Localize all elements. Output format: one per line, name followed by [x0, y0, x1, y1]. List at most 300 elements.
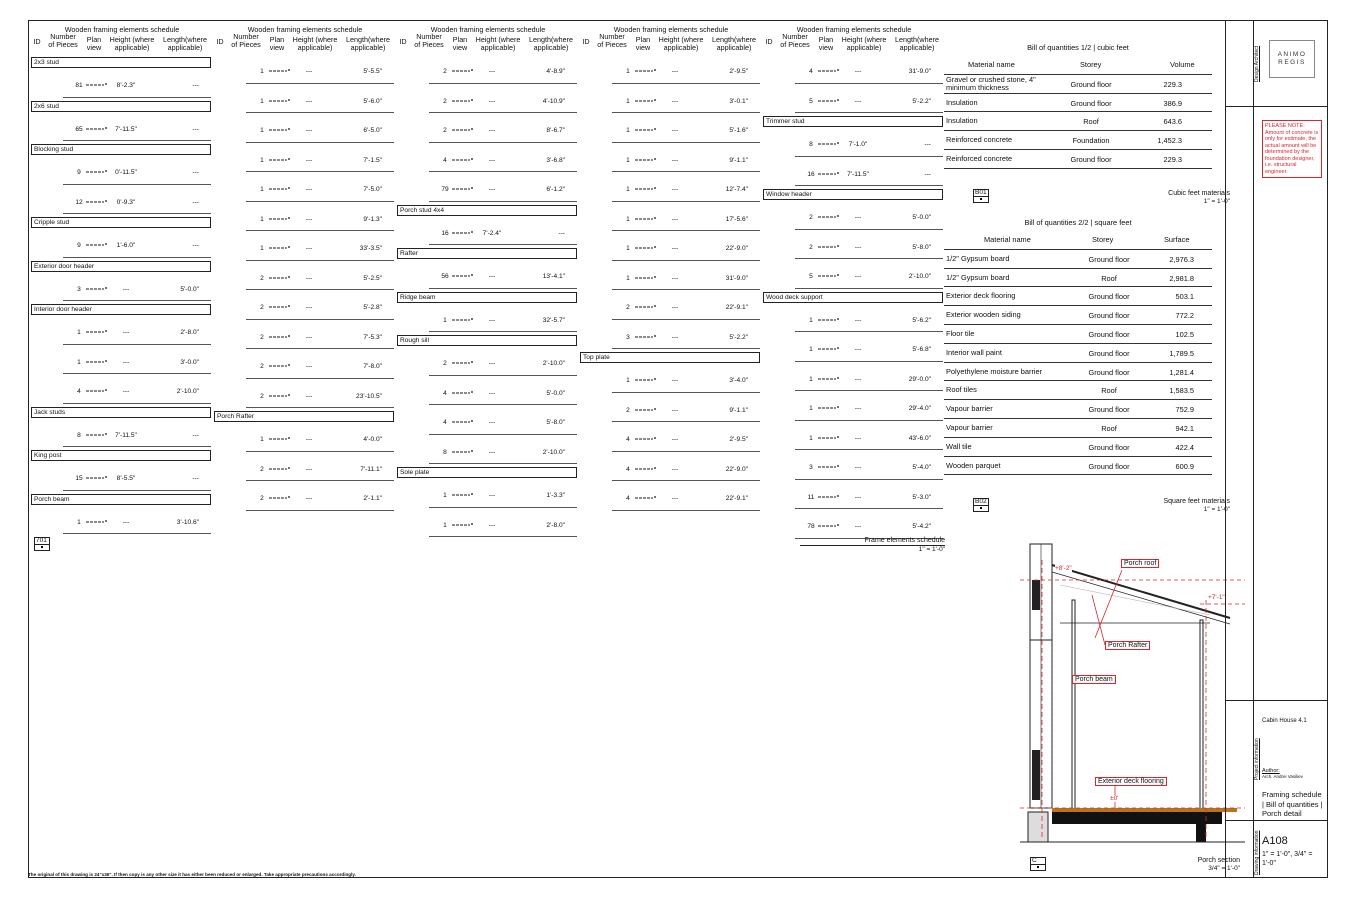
plan-view-icon: [86, 168, 108, 177]
section-tag-letter: C: [1032, 857, 1037, 864]
height-cell: ---: [854, 405, 862, 412]
boq-row: [944, 419, 1212, 438]
height-cell: 8'-5.5": [116, 475, 136, 482]
col-plan: Plan view: [86, 35, 102, 52]
boq-cubic-tag-number: B01: [975, 189, 987, 196]
plan-view-icon: [269, 244, 291, 253]
plan-view-icon: [269, 333, 291, 342]
pieces-cell: 2: [260, 363, 264, 370]
boq-row: [944, 287, 1212, 306]
plan-view-icon: [452, 491, 474, 500]
schedule-column: [763, 26, 945, 541]
schedule-row: [580, 322, 762, 352]
schedule-row: [580, 395, 762, 425]
plan-view-icon: [269, 156, 291, 165]
col-volume: Volume: [1170, 60, 1195, 69]
plan-view-icon: [269, 126, 291, 135]
schedule-column: [580, 26, 762, 513]
schedule-row: [397, 86, 579, 116]
pieces-cell: 15: [75, 475, 83, 482]
quantity-cell: 942.1: [1175, 423, 1194, 433]
col-pieces: Number of Pieces: [780, 32, 810, 49]
plan-view-icon: [452, 229, 474, 238]
boq-row: [944, 75, 1212, 94]
boq-row: [944, 131, 1212, 150]
plan-view-icon: [86, 518, 108, 527]
schedule-title: Wooden framing elements schedule: [796, 25, 912, 34]
schedule-row: [763, 129, 945, 159]
schedule-title: Wooden framing elements schedule: [430, 25, 546, 34]
pieces-cell: 2: [443, 68, 447, 75]
boq-row: [944, 400, 1212, 419]
plan-view-icon: [269, 274, 291, 283]
height-cell: ---: [305, 245, 313, 252]
col-length: Length(where applicable): [529, 35, 573, 52]
pieces-cell: 1: [77, 329, 81, 336]
material-cell: Wooden parquet: [946, 460, 1001, 470]
length-cell: 33'-3.5": [359, 245, 382, 252]
material-cell: Vapour barrier: [946, 422, 993, 432]
height-cell: ---: [305, 392, 313, 400]
boq-row: [944, 457, 1212, 476]
quantity-cell: 2,976.3: [1169, 254, 1194, 264]
col-length: Length(where applicable): [712, 35, 756, 52]
height-cell: ---: [488, 156, 496, 164]
plan-view-icon: [635, 126, 657, 135]
plan-view-icon: [269, 435, 291, 444]
height-cell: ---: [122, 388, 130, 395]
height-cell: ---: [671, 333, 679, 341]
length-cell: 22'-9.0": [725, 245, 748, 252]
quantity-cell: 1,452.3: [1157, 136, 1182, 146]
schedule-row: [397, 407, 579, 437]
height-cell: ---: [488, 127, 496, 134]
length-cell: ---: [558, 229, 565, 237]
schedule-group-header: Porch beam: [31, 494, 211, 505]
schedule-row: [31, 114, 213, 144]
length-cell: 5'-2.2": [912, 97, 931, 105]
plan-view-icon: [818, 375, 840, 384]
plan-view-icon: [86, 125, 108, 134]
pieces-cell: 8: [77, 431, 81, 439]
pieces-cell: 4: [77, 388, 81, 395]
plan-view-icon: [86, 358, 108, 367]
schedule-group-header: Trimmer stud: [763, 116, 943, 127]
plan-view-icon: [635, 274, 657, 283]
plan-view-icon: [269, 97, 291, 106]
pieces-cell: 4: [443, 156, 447, 164]
material-cell: Gravel or crushed stone, 4" minimum thickness: [946, 74, 1036, 92]
pieces-cell: 5: [809, 97, 813, 105]
height-cell: ---: [305, 127, 313, 134]
material-cell: Reinforced concrete: [946, 153, 1013, 163]
height-cell: ---: [488, 273, 496, 280]
length-cell: 2'-8.0": [180, 329, 199, 336]
height-cell: 1'-6.0": [116, 242, 136, 249]
logo-line-1: ANIMO: [1277, 51, 1307, 58]
schedule-row: [580, 292, 762, 322]
length-cell: 5'-8.0": [912, 243, 931, 251]
schedule-group-header: Ridge beam: [397, 292, 577, 303]
length-cell: 3'-0.1": [729, 97, 748, 105]
length-cell: 9'-1.1": [729, 406, 748, 414]
plan-view-icon: [452, 521, 474, 530]
storey-cell: Ground floor: [1088, 367, 1130, 377]
schedule-column: [214, 26, 396, 513]
storey-cell: Ground floor: [1088, 254, 1130, 264]
length-cell: ---: [924, 170, 931, 178]
pieces-cell: 2: [443, 127, 447, 134]
length-cell: 5'-2.2": [729, 333, 748, 341]
quantity-cell: 422.4: [1175, 442, 1194, 452]
vertical-label-project: Project information: [1254, 738, 1260, 780]
schedule-row: [214, 56, 396, 86]
height-cell: ---: [671, 465, 679, 473]
storey-cell: Ground floor: [1088, 461, 1130, 471]
boq-row: [944, 250, 1212, 269]
length-cell: ---: [192, 198, 199, 206]
col-pieces: Number of Pieces: [597, 32, 627, 49]
material-cell: 1/2" Gypsum board: [946, 272, 1010, 282]
plan-view-icon: [635, 185, 657, 194]
material-cell: Roof tiles: [946, 385, 977, 395]
col-id: ID: [765, 37, 773, 46]
length-cell: 7'-11.1": [360, 465, 382, 473]
dim-right: +7'-1": [1208, 594, 1225, 601]
label-deck-flooring: Exterior deck flooring: [1095, 777, 1167, 786]
plan-view-icon: [818, 345, 840, 354]
plan-view-icon: [86, 241, 108, 250]
storey-cell: Roof: [1083, 117, 1099, 127]
material-cell: Exterior deck flooring: [946, 291, 1016, 301]
plan-view-icon: [452, 359, 474, 368]
schedule-row: [763, 232, 945, 262]
storey-cell: Ground floor: [1070, 79, 1112, 89]
height-cell: ---: [122, 518, 130, 526]
height-cell: ---: [488, 492, 496, 499]
col-length: Length(where applicable): [346, 35, 390, 52]
schedule-group-header: Jack studs: [31, 407, 211, 418]
quantity-cell: 1,583.5: [1169, 386, 1194, 396]
pieces-cell: 2: [260, 274, 264, 282]
schedule-row: [397, 348, 579, 378]
pieces-cell: 8: [809, 141, 813, 148]
col-height: Height (where applicable): [292, 35, 338, 52]
plan-view-icon: [818, 272, 840, 281]
pieces-cell: 4: [626, 495, 630, 502]
project-name: Cabin House 4.1: [1262, 718, 1307, 724]
height-cell: ---: [122, 358, 130, 366]
length-cell: 29'-4.0": [908, 405, 931, 412]
quantity-cell: 102.5: [1175, 329, 1194, 339]
boq-cubic: [944, 40, 1212, 169]
length-cell: 5'-0.0": [546, 389, 565, 397]
storey-cell: Ground floor: [1088, 442, 1130, 452]
schedule-row: [397, 174, 579, 204]
boq-cubic-scale: 1" = 1'-0": [1203, 198, 1230, 205]
boq-row: [944, 150, 1212, 169]
plan-view-icon: [452, 126, 474, 135]
pieces-cell: 2: [260, 465, 264, 473]
pieces-cell: 1: [809, 434, 813, 442]
schedule-group-header: 2x3 stud: [31, 57, 211, 68]
length-cell: 5'-6.8": [912, 346, 931, 353]
schedule-group-header: Exterior door header: [31, 261, 211, 272]
schedule-group-header: Sole plate: [397, 467, 577, 478]
pieces-cell: 1: [626, 377, 630, 384]
quantity-cell: 752.9: [1175, 405, 1194, 415]
length-cell: 5'-2.8": [363, 304, 382, 311]
pieces-cell: 1: [626, 97, 630, 105]
height-cell: ---: [854, 68, 862, 75]
pieces-cell: 1: [443, 316, 447, 324]
length-cell: 32'-5.7": [542, 316, 565, 324]
col-id: ID: [216, 37, 224, 46]
plan-view-icon: [635, 67, 657, 76]
length-cell: 2'-1.1": [363, 495, 382, 502]
schedule-row: [763, 202, 945, 232]
storey-cell: Ground floor: [1088, 348, 1130, 358]
sheet-number: A108: [1262, 835, 1288, 847]
height-cell: ---: [488, 360, 496, 367]
pieces-cell: 2: [626, 304, 630, 311]
quantity-cell: 2,981.8: [1169, 273, 1194, 283]
height-cell: ---: [488, 419, 496, 426]
schedule-group-header: Porch Rafter: [214, 411, 394, 422]
schedule-group-header: Top plate: [580, 352, 760, 363]
pieces-cell: 1: [626, 245, 630, 252]
schedule-row: [214, 292, 396, 322]
length-cell: 29'-0.0": [908, 375, 931, 383]
plan-view-icon: [452, 389, 474, 398]
material-cell: Insulation: [946, 116, 978, 126]
col-storey: Storey: [1092, 235, 1114, 244]
schedule-title: Wooden framing elements schedule: [247, 25, 363, 34]
schedule-group-header: Wood deck support: [763, 292, 943, 303]
plan-view-icon: [269, 215, 291, 224]
boq-cubic-footer: Cubic feet materials: [1168, 190, 1230, 197]
concrete-note: PLEASE NOTE: Amount of concrete is only for estimate, the actual amount will be determined by the foundation designer, i.e. structural engineer.: [1262, 120, 1322, 178]
pieces-cell: 4: [626, 436, 630, 443]
schedule-header: [397, 26, 579, 56]
height-cell: ---: [488, 97, 496, 105]
plan-view-icon: [452, 272, 474, 281]
height-cell: ---: [305, 215, 313, 223]
pieces-cell: 1: [626, 274, 630, 282]
schedule-row: [397, 480, 579, 510]
quantity-cell: 1,789.5: [1169, 348, 1194, 358]
schedule-row: [763, 261, 945, 291]
porch-section-drawing: [1020, 540, 1245, 860]
length-cell: 22'-9.1": [725, 495, 748, 502]
pieces-cell: 16: [807, 170, 815, 178]
pieces-cell: 1: [260, 186, 264, 193]
schedule-row: [763, 334, 945, 364]
length-cell: 5'-6.0": [363, 97, 382, 105]
plan-view-icon: [635, 406, 657, 415]
pieces-cell: 4: [626, 465, 630, 473]
schedule-tag-number: 701: [36, 537, 47, 544]
length-cell: 5'-4.0": [912, 464, 931, 471]
height-cell: ---: [305, 186, 313, 193]
length-cell: 7'-5.3": [363, 333, 382, 341]
vertical-label-design: Design Architect: [1254, 45, 1260, 82]
plan-view-icon: [452, 448, 474, 457]
schedule-column: [397, 26, 579, 539]
logo: [1269, 40, 1315, 78]
height-cell: ---: [488, 68, 496, 75]
schedule-row: [214, 483, 396, 513]
storey-cell: Ground floor: [1070, 98, 1112, 108]
boq-row: [944, 112, 1212, 131]
length-cell: 3'-6.8": [546, 156, 565, 164]
material-cell: Insulation: [946, 97, 978, 107]
plan-view-icon: [635, 333, 657, 342]
schedule-row: [580, 174, 762, 204]
length-cell: 4'-8.9": [546, 68, 565, 75]
pieces-cell: 2: [626, 406, 630, 414]
height-cell: ---: [671, 406, 679, 414]
schedule-row: [214, 174, 396, 204]
pieces-cell: 9: [77, 169, 81, 176]
plan-view-icon: [269, 392, 291, 401]
pieces-cell: 1: [260, 245, 264, 252]
boq-row: [944, 94, 1212, 113]
schedule-group-header: 2x6 stud: [31, 101, 211, 112]
height-cell: ---: [305, 274, 313, 282]
col-plan: Plan view: [269, 35, 285, 52]
plan-view-icon: [818, 140, 840, 149]
material-cell: 1/2" Gypsum board: [946, 253, 1010, 263]
schedule-row: [763, 393, 945, 423]
plan-view-icon: [818, 97, 840, 106]
schedule-row: [580, 86, 762, 116]
length-cell: 4'-0.0": [363, 436, 382, 443]
label-porch-beam: Porch beam: [1072, 675, 1116, 684]
height-cell: ---: [671, 215, 679, 223]
section-scale: 3/4" = 1'-0": [1208, 865, 1240, 872]
pieces-cell: 1: [626, 186, 630, 193]
height-cell: ---: [671, 436, 679, 443]
pieces-cell: 78: [807, 523, 815, 530]
quantity-cell: 643.6: [1163, 117, 1182, 127]
boq-row: [944, 363, 1212, 382]
height-cell: ---: [854, 316, 862, 324]
length-cell: 9'-1.1": [729, 156, 748, 164]
plan-view-icon: [635, 215, 657, 224]
length-cell: 12'-7.4": [725, 186, 748, 193]
schedule-tag: [34, 537, 50, 551]
schedule-column: [31, 26, 213, 536]
schedule-row: [397, 261, 579, 291]
storey-cell: Roof: [1101, 273, 1117, 283]
quantity-cell: 503.1: [1175, 292, 1194, 302]
plan-view-icon: [635, 156, 657, 165]
col-id: ID: [582, 37, 590, 46]
plan-view-icon: [269, 494, 291, 503]
plan-view-icon: [818, 243, 840, 252]
schedule-row: [31, 317, 213, 347]
pieces-cell: 16: [441, 229, 449, 237]
length-cell: 7'-8.0": [363, 363, 382, 370]
schedule-row: [580, 115, 762, 145]
plan-view-icon: [86, 387, 108, 396]
height-cell: ---: [671, 377, 679, 384]
height-cell: ---: [671, 274, 679, 282]
plan-view-icon: [452, 97, 474, 106]
label-porch-roof: Porch roof: [1121, 559, 1159, 568]
material-cell: Wall tile: [946, 441, 972, 451]
col-pieces: Number of Pieces: [48, 32, 78, 49]
pieces-cell: 2: [260, 495, 264, 502]
pieces-cell: 1: [626, 156, 630, 164]
pieces-cell: 3: [809, 464, 813, 471]
schedule-row: [580, 454, 762, 484]
col-plan: Plan view: [452, 35, 468, 52]
boq-cubic-tag: [973, 189, 989, 203]
dim-top: +8'-2": [1055, 565, 1072, 572]
length-cell: 2'-10.0": [542, 448, 565, 456]
schedule-row: [214, 115, 396, 145]
schedule-row: [397, 56, 579, 86]
schedule-row: [31, 70, 213, 100]
height-cell: ---: [854, 273, 862, 280]
pieces-cell: 1: [809, 375, 813, 383]
schedule-row: [214, 204, 396, 234]
height-cell: ---: [671, 97, 679, 105]
plan-view-icon: [269, 465, 291, 474]
length-cell: ---: [192, 82, 199, 89]
length-cell: 2'-9.5": [729, 68, 748, 75]
storey-cell: Ground floor: [1070, 154, 1112, 164]
schedule-row: [214, 351, 396, 381]
length-cell: 43'-6.0": [908, 434, 931, 442]
boq-row: [944, 269, 1212, 288]
schedule-row: [763, 56, 945, 86]
plan-view-icon: [818, 67, 840, 76]
size-disclaimer: The original of this drawing is 24"x36". If then copy is any other size it has either been reduced or enlarged. Take appropriate precautions accordingly.: [28, 872, 356, 877]
schedule-row: [31, 157, 213, 187]
boq-row: [944, 438, 1212, 457]
height-cell: ---: [671, 304, 679, 311]
schedule-row: [31, 463, 213, 493]
boq-row: [944, 325, 1212, 344]
schedule-group-header: Rafter: [397, 248, 577, 259]
col-height: Height (where applicable): [475, 35, 521, 52]
plan-view-icon: [818, 170, 840, 179]
height-cell: ---: [305, 304, 313, 311]
height-cell: ---: [305, 333, 313, 341]
schedule-footer-title: Frame elements schedule: [800, 537, 945, 546]
height-cell: 0'-11.5": [115, 169, 137, 176]
pieces-cell: 1: [77, 358, 81, 366]
schedule-group-header: Cripple stud: [31, 217, 211, 228]
plan-view-icon: [818, 522, 840, 531]
quantity-cell: 386.9: [1163, 98, 1182, 108]
plan-view-icon: [818, 404, 840, 413]
length-cell: 1'-3.3": [546, 492, 565, 499]
material-cell: Reinforced concrete: [946, 135, 1013, 145]
pieces-cell: 1: [260, 97, 264, 105]
pieces-cell: 1: [260, 127, 264, 134]
length-cell: 8'-6.7": [546, 127, 565, 134]
schedule-row: [214, 145, 396, 175]
schedule-row: [763, 423, 945, 453]
height-cell: ---: [122, 329, 130, 336]
plan-view-icon: [635, 244, 657, 253]
pieces-cell: 3: [626, 333, 630, 341]
col-material: Material name: [968, 60, 1015, 69]
